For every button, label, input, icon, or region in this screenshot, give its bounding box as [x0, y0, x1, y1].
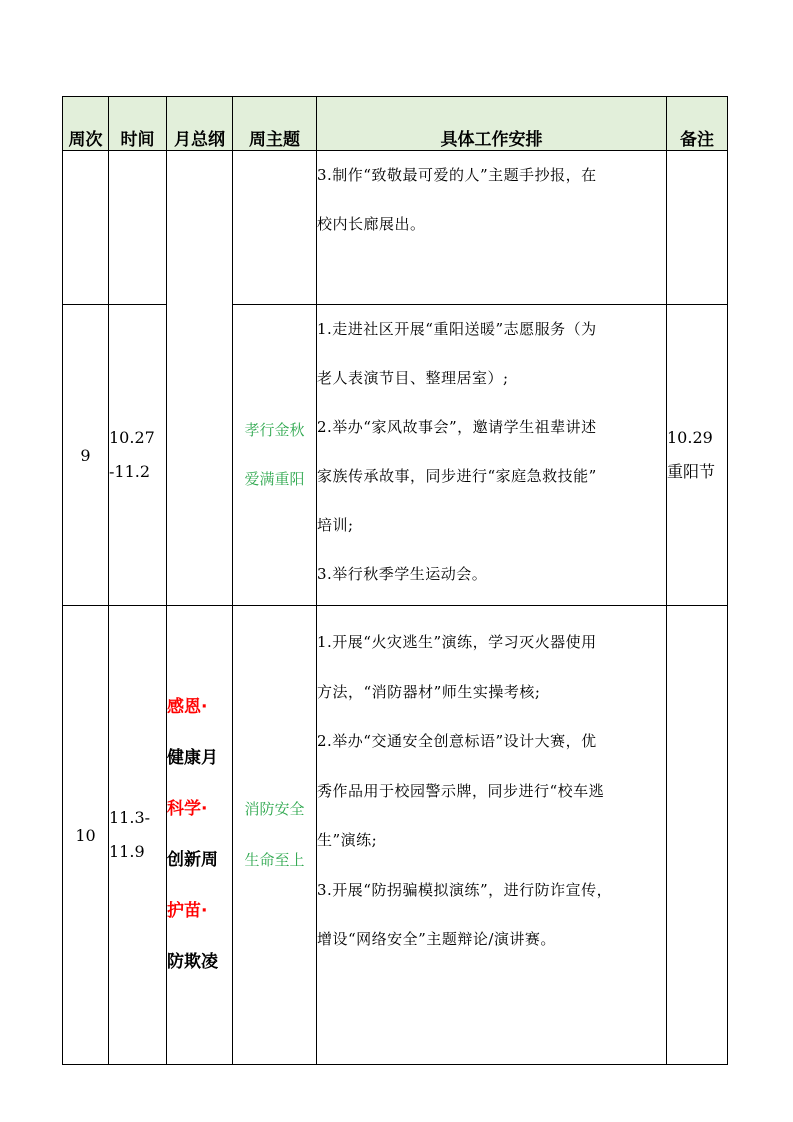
work-line: 1.开展“火灾逃生”演练，学习灭火器使用	[317, 633, 597, 651]
theme-line: 爱满重阳	[244, 470, 305, 488]
work-plan-cell	[317, 151, 667, 305]
header-work-plan: 具体工作安排	[317, 97, 667, 151]
header-remarks: 备注	[667, 97, 728, 151]
remarks-cell	[667, 151, 728, 305]
header-row	[63, 97, 728, 151]
theme-line: 孝行金秋	[244, 421, 305, 439]
time-cell	[109, 151, 167, 305]
work-line: 3.举行秋季学生运动会。	[317, 565, 488, 583]
header-week: 周次	[63, 97, 109, 151]
time-start: 11.3-	[109, 808, 151, 827]
remarks-cell	[667, 606, 728, 1065]
outline-line: 科学·	[167, 799, 208, 819]
outline-line: 感恩·	[167, 697, 208, 717]
header-weekly-theme: 周主题	[233, 97, 317, 151]
table-row	[63, 305, 728, 606]
work-line: 3.制作“致敬最可爱的人”主题手抄报，在	[317, 166, 597, 184]
remark-date: 10.29	[667, 428, 713, 447]
theme-cell	[233, 305, 317, 606]
work-line: 家族传承故事，同步进行“家庭急救技能”	[317, 467, 597, 485]
outline-line: 健康月	[167, 748, 218, 768]
theme-line: 生命至上	[244, 851, 305, 869]
remarks-cell	[667, 305, 728, 606]
time-end: 11.9	[109, 842, 145, 861]
theme-cell	[233, 151, 317, 305]
weekly-plan-table	[62, 96, 728, 1065]
outline-line: 护苗·	[167, 901, 208, 921]
work-line: 3.开展“防拐骗模拟演练”，进行防诈宣传，	[317, 880, 613, 899]
work-line: 秀作品用于校园警示牌，同步进行“校车逃	[317, 781, 605, 800]
work-plan-cell	[317, 305, 667, 606]
outline-line: 防欺凌	[167, 952, 218, 972]
week-cell: 10	[63, 606, 109, 1065]
work-line: 校内长廊展出。	[317, 215, 426, 233]
work-plan-cell	[317, 606, 667, 1065]
monthly-outline-cell	[167, 606, 233, 1065]
work-line: 2.举办“家风故事会”，邀请学生祖辈讲述	[317, 418, 597, 436]
week-cell: 9	[63, 305, 109, 606]
outline-line: 创新周	[167, 850, 218, 870]
remark-holiday: 重阳节	[667, 462, 716, 481]
work-line: 生”演练;	[317, 831, 378, 849]
monthly-outline-cell	[167, 151, 233, 606]
work-line: 方法，“消防器材”师生实操考核;	[317, 682, 541, 701]
work-line: 增设“网络安全”主题辩论/演讲赛。	[317, 930, 556, 948]
table-row	[63, 151, 728, 305]
week-cell	[63, 151, 109, 305]
time-cell	[109, 606, 167, 1065]
theme-cell	[233, 606, 317, 1065]
time-cell	[109, 305, 167, 606]
theme-line: 消防安全	[244, 800, 305, 818]
header-time: 时间	[109, 97, 167, 151]
work-line: 2.举办“交通安全创意标语”设计大赛，优	[317, 732, 597, 750]
header-monthly-outline: 月总纲	[167, 97, 233, 151]
work-line: 1.走进社区开展“重阳送暖”志愿服务（为	[317, 320, 597, 338]
work-line: 培训;	[317, 516, 354, 534]
time-end: -11.2	[109, 462, 151, 481]
table-row	[63, 606, 728, 1065]
time-start: 10.27	[109, 428, 155, 447]
work-line: 老人表演节目、整理居室）;	[317, 369, 509, 387]
